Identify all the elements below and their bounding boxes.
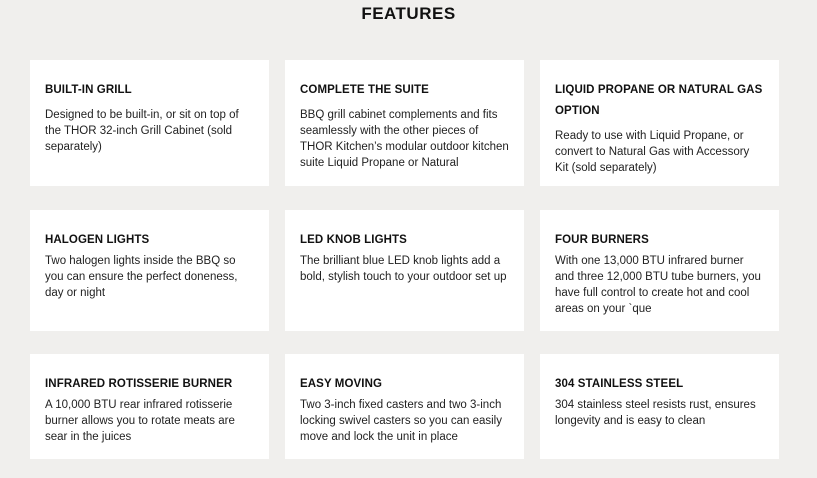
- feature-description: 304 stainless steel resists rust, ensures longevity and is easy to clean: [555, 399, 756, 427]
- feature-card-built-in-grill: [30, 60, 269, 186]
- feature-description: Two 3-inch fixed casters and two 3-inch locking swivel casters so you can easily move and lock the unit in place: [300, 399, 502, 443]
- feature-description: The brilliant blue LED knob lights add a bold, stylish touch to your outdoor set up: [300, 255, 507, 283]
- feature-title: EASY MOVING: [300, 378, 383, 390]
- page-title: FEATURES: [361, 4, 456, 23]
- feature-title: BUILT-IN GRILL: [45, 84, 132, 96]
- feature-description: Two halogen lights inside the BBQ so you can ensure the perfect doneness, day or night: [45, 255, 238, 299]
- feature-title: COMPLETE THE SUITE: [300, 84, 429, 96]
- feature-card-easy-moving: [285, 354, 524, 459]
- feature-title: INFRARED ROTISSERIE BURNER: [45, 378, 233, 390]
- feature-card-led-knob-lights: [285, 210, 524, 331]
- feature-title: 304 STAINLESS STEEL: [555, 378, 684, 390]
- feature-title: FOUR BURNERS: [555, 234, 649, 246]
- feature-title: HALOGEN LIGHTS: [45, 234, 150, 246]
- feature-card-fuel-option: [540, 60, 779, 186]
- feature-description: With one 13,000 BTU infrared burner and three 12,000 BTU tube burners, you have full control to create hot and cool areas on your `que: [555, 255, 761, 315]
- feature-title: LIQUID PROPANE OR NATURAL GAS OPTION: [555, 84, 763, 117]
- feature-card-four-burners: [540, 210, 779, 331]
- feature-title: LED KNOB LIGHTS: [300, 234, 407, 246]
- feature-description: A 10,000 BTU rear infrared rotisserie burner allows you to rotate meats are sear in the juices: [45, 399, 235, 443]
- feature-description: Designed to be built-in, or sit on top of the THOR 32-inch Grill Cabinet (sold separately): [45, 109, 239, 153]
- feature-card-304-stainless-steel: [540, 354, 779, 459]
- feature-description: BBQ grill cabinet complements and fits seamlessly with the other pieces of THOR Kitchen’s modular outdoor kitchen suite Liquid Propane or Natural: [300, 109, 509, 169]
- feature-card-complete-the-suite: [285, 60, 524, 186]
- feature-description: Ready to use with Liquid Propane, or convert to Natural Gas with Accessory Kit (sold separately): [555, 130, 750, 174]
- feature-card-infrared-rotisserie-burner: [30, 354, 269, 459]
- feature-card-halogen-lights: [30, 210, 269, 331]
